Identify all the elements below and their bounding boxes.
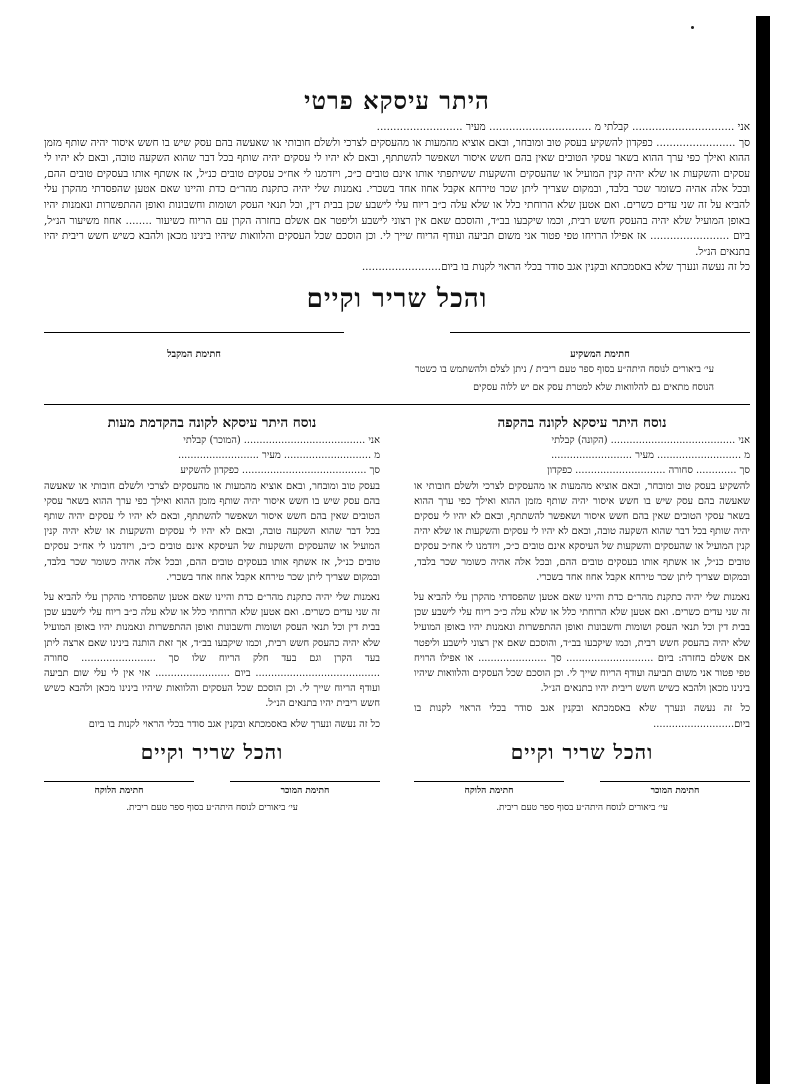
signature-seller xyxy=(230,781,380,796)
left-form-paragraph: בעסק טוב ומובחר, ובאם אוציא מהמעות או מהעסקים לצרכי ולשלם חובותי או שאעשה בהם עסק שיש בו חשש איסור יהיה שותף מזמן ההוא ואילך כפי ערך ההוא בשאר עסקי הטובים שאין בהם חשש איסור ושאפשר להשתתף, ובאם לא יהיו לי עסקים יהיה שותף בכל דבר שהוא השקעה טובה, ובאם לא יהיו לי עסקים והשקעות או שלא יהיה קנין המועיל או שהעסקים והשקעות של העיסקא אינם טובים כ״ב, ויזדמנו לי אח״כ עסקים טובים כנ״ל, אז אשתף אותו בעסקים טובים ההם, ובכל אלה אהיה כשומר שכר בלבד, ובמקום שצריך ליתן שכר טירחא אקבל אחוז אחד בשכרי. xyxy=(44,480,380,583)
right-form-signatures xyxy=(414,781,750,796)
signature-recipient-label: חתימת המקבל xyxy=(167,348,221,360)
right-form-closing: והכל שריר וקיים xyxy=(510,739,654,764)
main-line-1: אני ............................... קבלתי מ ............................... מעיר .......................... xyxy=(376,121,750,133)
left-form xyxy=(44,415,380,813)
main-body xyxy=(44,120,750,276)
signature-line xyxy=(450,332,750,333)
signature-seller-label: חתימת המוכר xyxy=(650,785,700,796)
signature-investor xyxy=(450,332,750,360)
main-line-3: כל זה נעשה ונערך שלא באסמכתא ובקנין אגב סודר בכלי הראוי לקנות בו ביום........................ xyxy=(361,261,750,274)
signature-recipient xyxy=(44,332,344,360)
left-form-paragraph: נאמנות שלי יהיה כתקנת מהר״ם כדת והיינו שאם אטען שהפסדתי מהקרן עלי להביא על זה שני עדים כשרים. ואם אטען שלא הרוחתי כלל או שלא עלה כ״ב ריוח עלי לישבע שכן בבית דין וכל תנאי העסק ושומות וחשבונות ואופן ההתפשרות ונאמנות יהיו באופן המועיל שלא יהיה כהעסק חשש רבית, וכמו שיקבעו בב״ד, אך זאת הותנה בינינו שאם ארצה ליתן בעד הקרן וגם בעד חלק הריוח שלו סך ........................ סחורה ........................................ ביום ........................ אזי אין לי עלי שום תביעה ועודף הריוח שייך לי. וכן הוסכם שכל העסקים והלוואות שיהיו בינינו מכאן ולהבא כשיש חשש ריבית יהיו בתנאים הנ״ל. xyxy=(44,591,380,710)
left-form-title: נוסח היתר עיסקא לקונה בהקדמת מעות xyxy=(107,414,317,431)
signature-buyer xyxy=(44,781,194,796)
main-note-2: הנוסח מתאים גם להלוואות שלא למטרת עסק אם יש ללוה עסקים xyxy=(473,381,714,393)
signature-line xyxy=(44,781,194,782)
signature-line xyxy=(230,781,380,782)
scan-edge-bar xyxy=(756,16,770,1084)
main-closing: והכל שריר וקיים xyxy=(306,283,488,314)
document-page xyxy=(44,86,750,813)
forms-columns xyxy=(44,415,750,813)
signature-line xyxy=(414,781,564,782)
right-form-line: סך ............. סחורה ............................. כפקדון xyxy=(547,465,750,477)
signature-buyer xyxy=(414,781,564,796)
right-form-line: מ ........................... מעיר .......................... xyxy=(551,450,750,462)
right-form-note: עי׳ ביאורים לנוסח היתה״ע בסוף ספר טעם ריבית. xyxy=(496,802,668,813)
main-line-2: סך ........................ כפקדון להשקיע בעסק טוב ומובחר, ובאם אוציא מהמעות או מהעסקים לצרכי ולשלם חובותי או שאעשה בהם עסק שיש בו חשש איסור יהיה שותף מזמן ההוא ואילך כפי ערך ההוא בשאר עסקי הטובים שאין בהם חשש איסור ושאפשר להשתתף, ובאם לא יהיו לי עסקים יהיה שותף בכל דבר שהוא השקעה טובה, ובאם לא יהיו לי עסקים והשקעות או שלא יהיה קנין המועיל או שהעסקים והשקעות ששיתפתי אותו אינם טובים כ״כ, ויזדמנו לי אח״כ עסקים טובים כנ״ל, אז אשתף אותו בעסקים טובים ההם, ובכל אלה אהיה כשומר שכר בלבד, ובמקום שצריך ליתן שכר טירחא אקבל אחוז אחד בשכרי. נאמנות שלי יהיה כתקנת מהר״ם כדת והיינו שאם אטען שהפסדתי מהקרן עלי להביא על זה שני עדים כשרים. ואם אטען שלא הרוחתי כלל או שלא עלה כ״ב ריוח עלי לישבע שכן בבית דין, וכל תנאי העסק ושומות וחשבונות ואופן ההתפשרות ונאמנות יהיו באופן המועיל שלא יהיה בהעסק חשש רבית, וכמו שיקבעו בב״ד, והוסכם שאם אין רצוני לישבע וליפטר אם אשלם בחזרה הקרן עם הריוח כשיעור ........ אחוז משיעור הנ״ל, ביום ........................ אז אפילו הרויחו טפי פטור אני משום תביעה ועודף הריוח שייך לי. וכן הוסכם שכל העסקים והלוואות שיהיו בינינו מכאן ולהבא כשיש חשש ריבית יהיו בתנאים הנ״ל. xyxy=(44,136,750,258)
document-title: היתר עיסקא פרטי xyxy=(304,86,490,115)
signature-line xyxy=(44,332,344,333)
signature-buyer-label: חתימת הלוקח xyxy=(94,785,144,796)
left-form-signatures xyxy=(44,781,380,796)
right-form xyxy=(414,415,750,813)
signature-investor-label: חתימת המשקיע xyxy=(570,348,630,360)
right-form-line: אני ........................................ (הקונה) קבלתי xyxy=(551,434,750,446)
signature-buyer-label: חתימת הלוקח xyxy=(464,785,514,796)
section-divider xyxy=(44,404,750,405)
left-form-closing: והכל שריר וקיים xyxy=(140,739,284,764)
left-form-line: סך ........................................ כפקדון להשקיע xyxy=(180,465,380,477)
main-signatures xyxy=(44,332,750,360)
signature-line xyxy=(600,781,750,782)
right-form-title: נוסח היתר עיסקא לקונה בהקפה xyxy=(497,414,667,431)
left-form-line: מ ............................ מעיר .......................... xyxy=(177,450,380,462)
signature-seller-label: חתימת המוכר xyxy=(280,785,330,796)
left-form-line: אני ....................................... (המוכר) קבלתי xyxy=(183,434,380,446)
left-form-paragraph: כל זה נעשה ונערך שלא באסמכתא ובקנין אגב סודר בכלי הראוי לקנות בו ביום xyxy=(88,718,380,730)
left-form-note: עי׳ ביאורים לנוסח היתה״ע בסוף ספר טעם ריבית. xyxy=(126,802,298,813)
left-form-body xyxy=(44,433,380,732)
scan-speck xyxy=(691,26,694,29)
right-form-paragraph: להשקיע בעסק טוב ומובחר, ובאם אוציא מהמעות או מהעסקים לצרכי ולשלם חובותי או שאעשה בהם עסק שיש בו חשש איסור יהיה שותף מזמן ההוא ואילך כפי ערך ההוא בשאר עסקי הטובים שאין בהם חשש איסור ושאפשר להשתתף, ובאם לא יהיו לי עסקים יהיה שותף בכל דבר שהוא השקעה טובה, ובאם לא יהיו לי עסקים והשקעות או שלא יהיה קנין המועיל או שהעסקים והשקעות של העיסקא אינם טובים כ״כ, ויזדמנו לי אח״כ עסקים טובים כנ״ל, או אשתף אותו בעסקים טובים ההם, ובכל אלה אהיה כשומר שכר בלבד, ובמקום שצריך ליתן שכר טירחא אקבל אחוז אחד בשכרי. xyxy=(414,480,750,583)
right-form-paragraph: נאמנות שלי יהיה כתקנת מהר״ם כדת והיינו שאם אטען שהפסדתי מהקרן עלי להביא על זה שני עדים כשרים. ואם אטען שלא הרוחתי כלל או שלא עלה כ״כ ריוח עלי לישבע שכן בבית דין וכל תנאי העסק ושומות וחשבונות ואופן ההתפשרות ונאמנות יהיו באופן המועיל שלא יהיה בהעסק חשש רבית, וכמו שיקבעו בב״ד, והוסכם שאם אין רצוני לישבע וליפטר אם אשלם בחזרה: ביום ............................ סך ...................... או אפילו הרויח טפי פטור אני משום תביעה ועודף הריוח שייך לי. וכן הוסכם שכל העסקים והלוואות שיהיו בינינו מכאן ולהבא כשיש חשש ריבית יהיו בתנאים הנ״ל. xyxy=(414,591,750,695)
signature-seller xyxy=(600,781,750,796)
right-form-paragraph: כל זה נעשה ונערך שלא באסמכתא ובקנין אגב סודר בכלי הראוי לקנות בו ביום.......................... xyxy=(414,703,750,730)
right-form-body xyxy=(414,433,750,732)
main-note-1: עי׳ ביאורים לנוסח היתה״ע בסוף ספר טעם ריבית / ניתן לצלם ולהשתמש בו כשטר xyxy=(414,363,714,375)
